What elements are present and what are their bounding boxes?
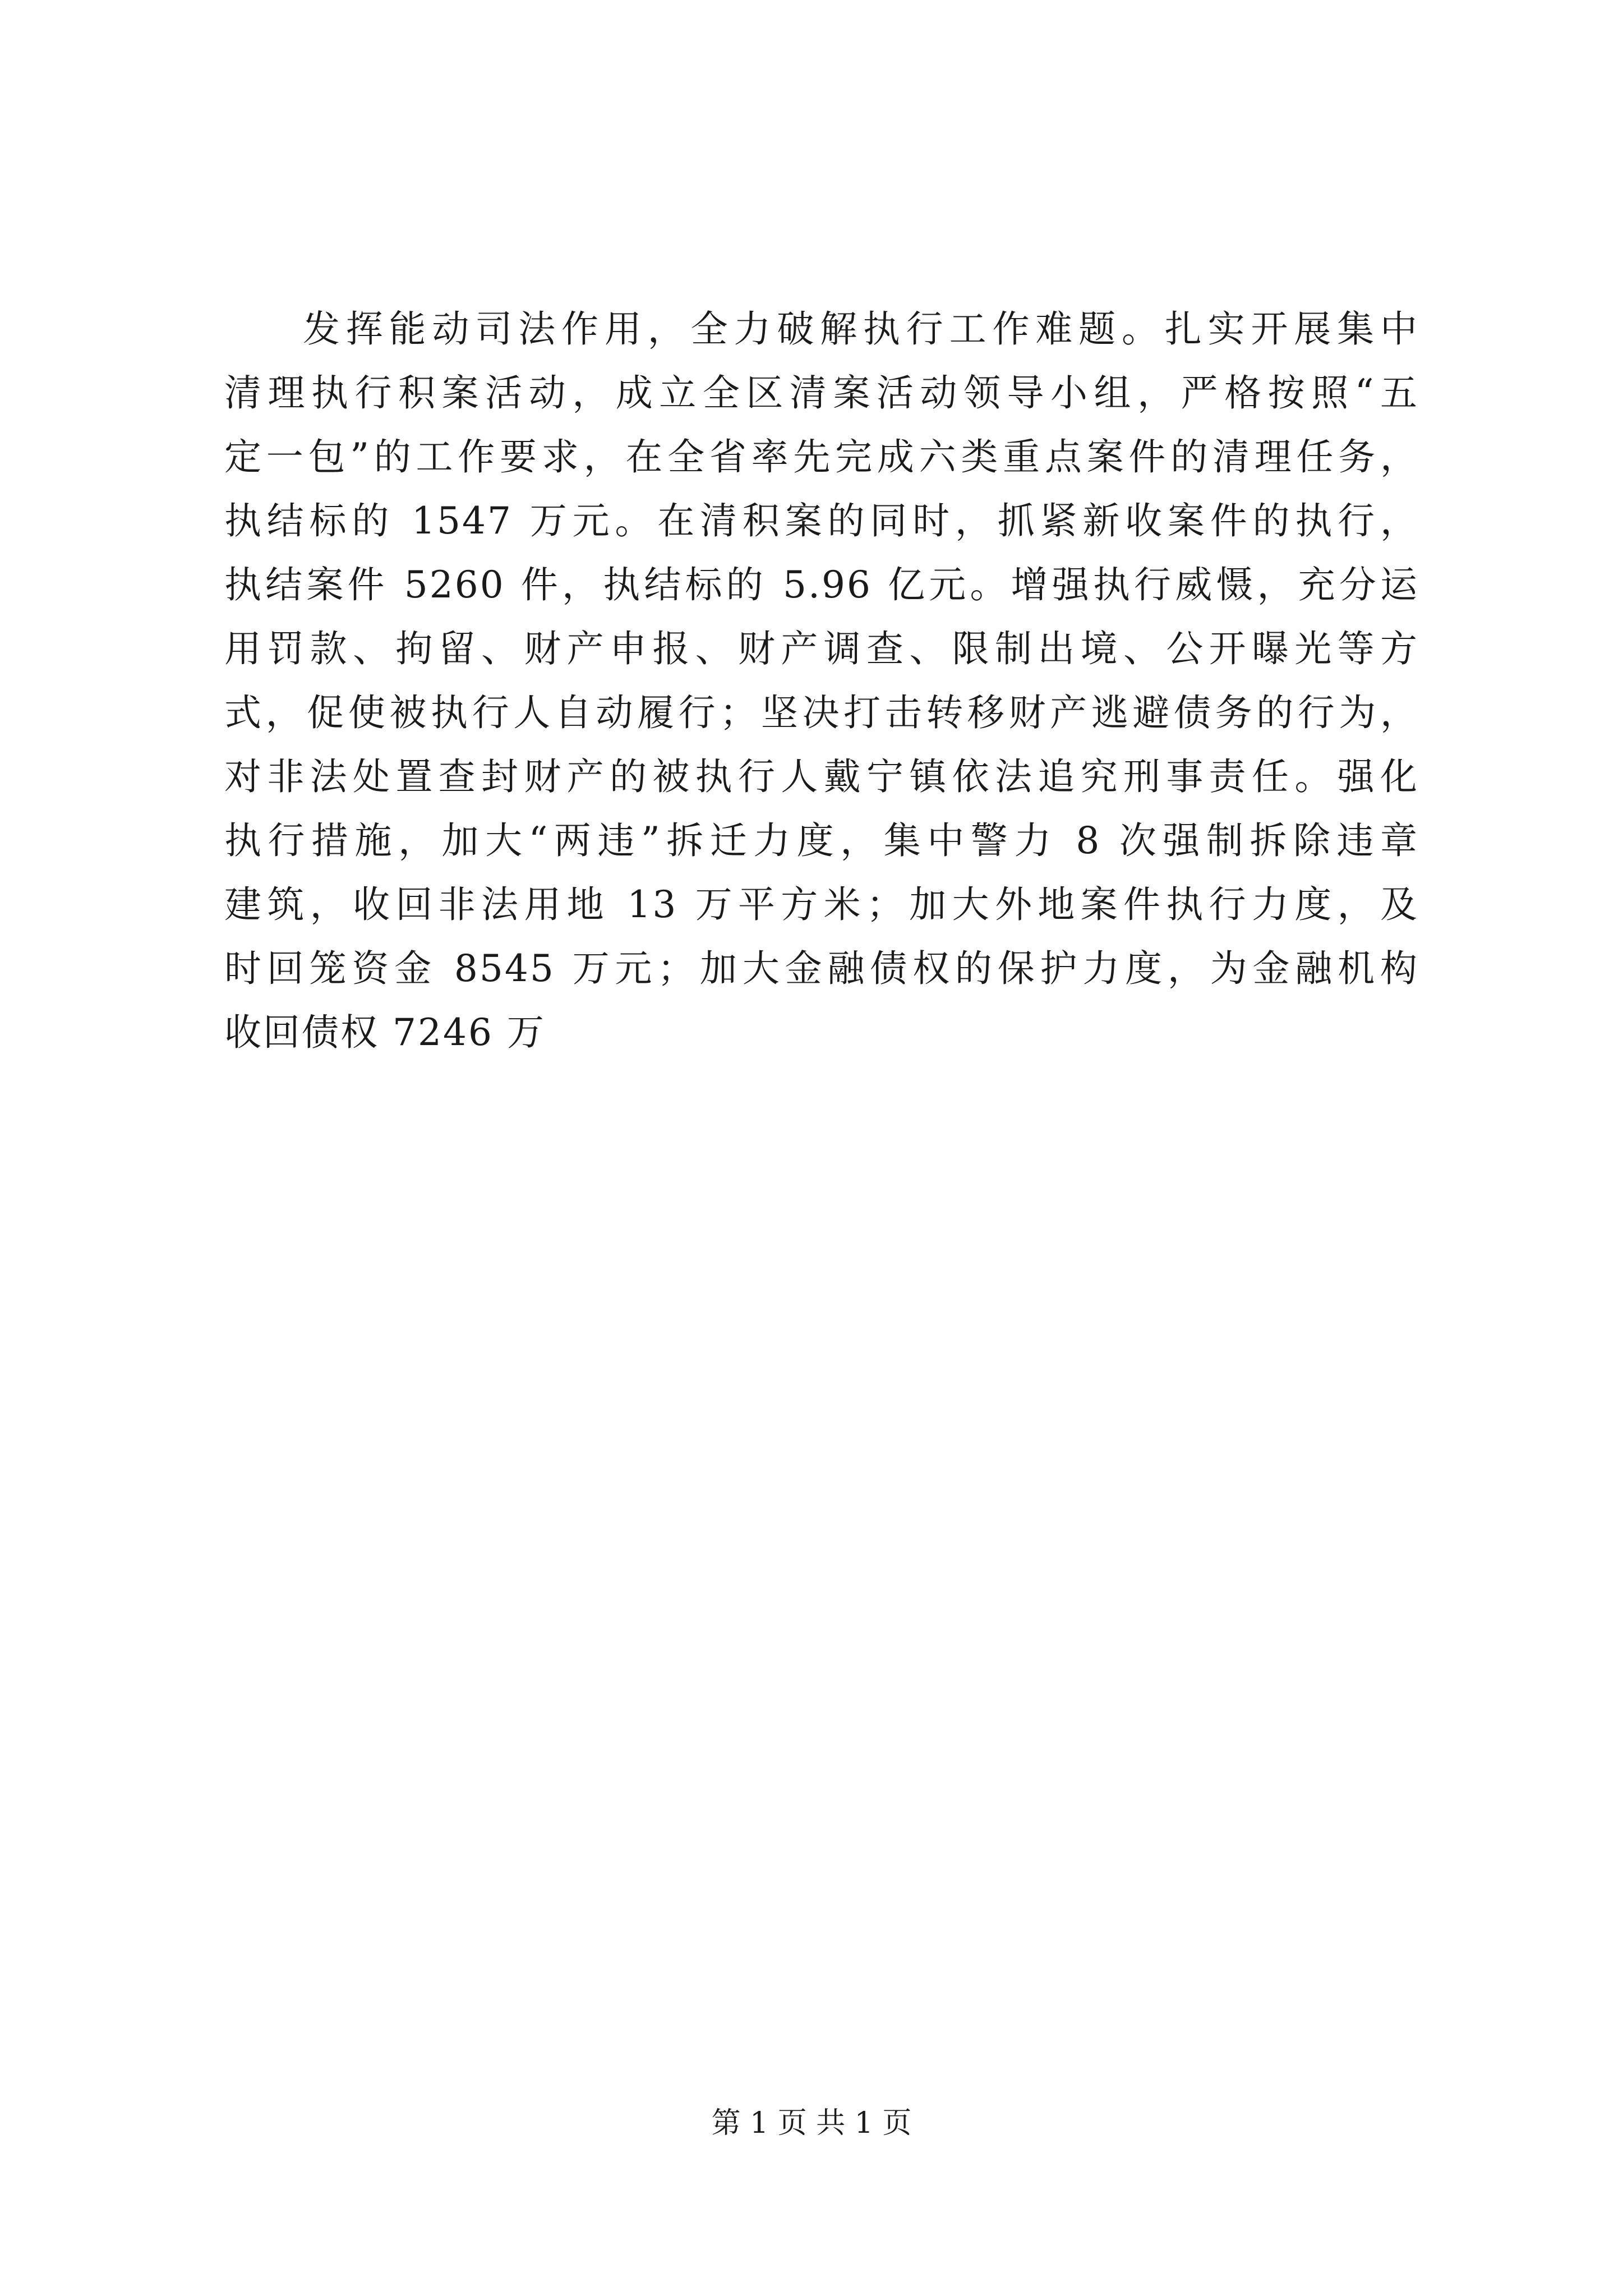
paragraph-line: 定一包”的工作要求，在全省率先完成六类重点案件的清理任务， <box>224 435 1419 478</box>
paragraph-line: 建筑，收回非法用地 13 万平方米；加大外地案件执行力度，及 <box>224 883 1419 926</box>
paragraph-line: 执结案件 5260 件，执结标的 5.96 亿元。增强执行威慑，充分运 <box>224 563 1419 606</box>
paragraph-line: 用罚款、拘留、财产申报、财产调查、限制出境、公开曝光等方 <box>224 627 1419 670</box>
paragraph-line: 式，促使被执行人自动履行；坚决打击转移财产逃避债务的行为， <box>224 691 1419 734</box>
paragraph-line: 执结标的 1547 万元。在清积案的同时，抓紧新收案件的执行， <box>224 499 1419 542</box>
body-paragraph <box>224 297 1419 1065</box>
paragraph-line: 清理执行积案活动，成立全区清案活动领导小组，严格按照“五 <box>224 371 1419 415</box>
paragraph-line: 收回债权 7246 万 <box>224 1011 546 1054</box>
paragraph-line: 发挥能动司法作用，全力破解执行工作难题。扎实开展集中 <box>303 307 1419 351</box>
paragraph-line: 时回笼资金 8545 万元；加大金融债权的保护力度，为金融机构 <box>224 947 1419 990</box>
page-number-footer: 第 1 页 共 1 页 <box>711 2106 912 2140</box>
paragraph-line: 对非法处置查封财产的被执行人戴宁镇依法追究刑事责任。强化 <box>224 755 1419 798</box>
paragraph-line: 执行措施，加大“两违”拆迁力度，集中警力 8 次强制拆除违章 <box>224 819 1419 862</box>
